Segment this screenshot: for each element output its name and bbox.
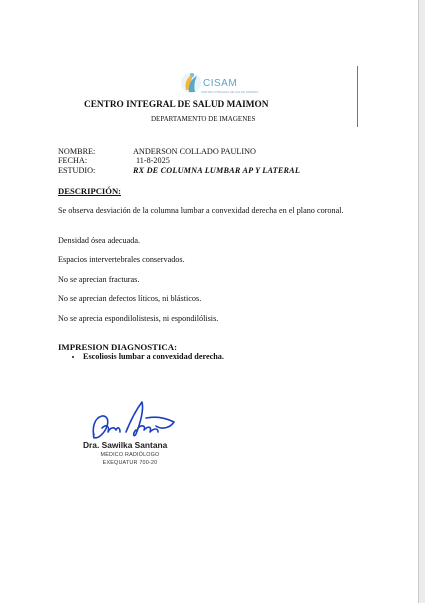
impression-item: • Escoliosis lumbar a convexidad derecha. <box>83 352 224 361</box>
doctor-title: MÉDICO RADIÓLOGO <box>100 452 160 458</box>
study-value: RX DE COLUMNA LUMBAR AP Y LATERAL <box>133 166 301 175</box>
header-divider <box>357 66 358 127</box>
center-name: CENTRO INTEGRAL DE SALUD MAIMON <box>84 100 269 110</box>
description-paragraph: Densidad ósea adecuada. <box>58 236 141 245</box>
impression-heading: IMPRESION DIAGNOSTICA: <box>58 342 178 352</box>
date-label: FECHA: <box>58 156 88 165</box>
logo-subtext: CENTRO INTEGRAL DE SALUD MAIMON <box>201 90 259 94</box>
description-paragraph: Se observa desviación de la columna lumbar a convexidad derecha en el plano coronal. <box>58 206 344 215</box>
name-value: ANDERSON COLLADO PAULINO <box>133 147 256 156</box>
logo-text: CISAM <box>203 78 238 89</box>
vertical-scrollbar[interactable] <box>419 0 425 603</box>
department-name: DEPARTAMENTO DE IMAGENES <box>151 115 256 123</box>
description-paragraph: No se aprecian defectos líticos, ni blásticos. <box>58 294 202 303</box>
description-paragraph: No se aprecian fracturas. <box>58 275 140 284</box>
signature-image <box>86 398 178 444</box>
doctor-exequatur: EXEQUATUR 700-20 <box>102 460 158 466</box>
description-paragraph: Espacios intervertebrales conservados. <box>58 255 185 264</box>
description-heading: DESCRIPCIÓN: <box>58 186 122 196</box>
name-label: NOMBRE: <box>58 147 96 156</box>
description-paragraph: No se aprecia espondilolistesis, ni espondilólisis. <box>58 314 219 323</box>
date-value: 11-8-2025 <box>136 156 170 165</box>
doctor-name: Dra. Sawilka Santana <box>83 440 168 450</box>
study-label: ESTUDIO: <box>58 166 96 175</box>
impression-list <box>58 352 224 361</box>
